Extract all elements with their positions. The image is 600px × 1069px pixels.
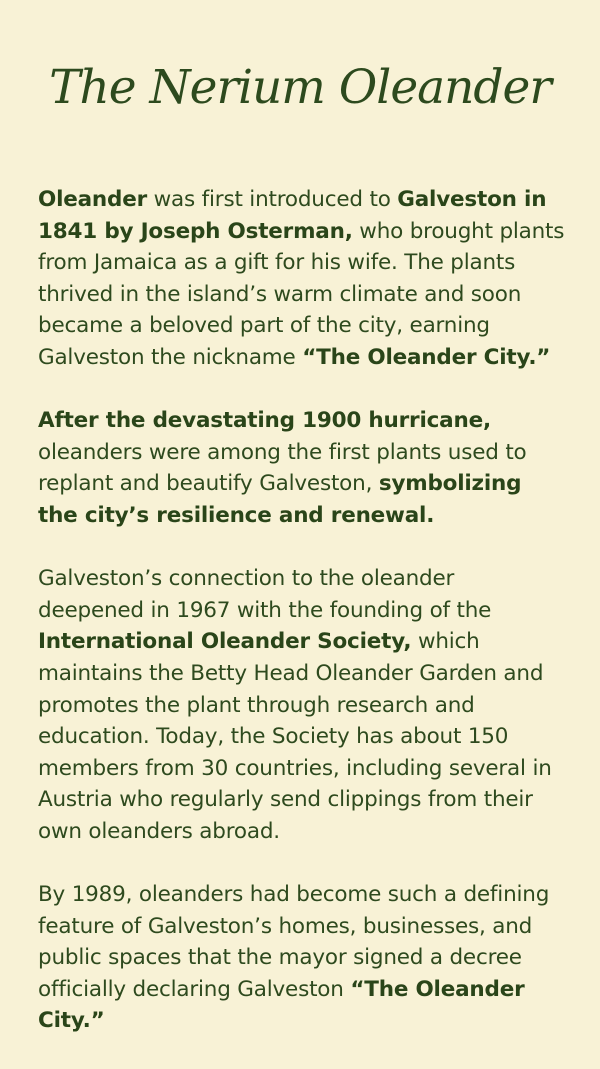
text-segment: Oleander	[38, 187, 148, 212]
text-segment: was first introduced to	[147, 187, 398, 212]
text-segment: which maintains the Betty Head Oleander Garden and promotes the plant through research and education. Today, the Society has about 150 members from 30 countries, including several in Austria who regularly send clippings from their own oleanders abroad.	[38, 629, 552, 844]
page-title: The Nerium Oleander	[49, 60, 551, 115]
text-segment: who brought plants from Jamaica as a gift for his wife. The plants thrived in the island’s warm climate and soon became a beloved part of the city, earning Galveston the nickname	[38, 218, 565, 370]
paragraph-introduction	[38, 184, 566, 374]
text-segment: International Oleander Society,	[38, 629, 412, 655]
text-segment: Galveston’s connection to the oleander deepened in 1967 with the founding of the	[38, 566, 492, 623]
paragraph-society	[38, 563, 566, 847]
text-segment: symbolizing the city’s resilience and renewal.	[38, 471, 522, 528]
text-segment: By 1989, oleanders had become such a defining feature of Galveston’s homes, businesses, and public spaces that the mayor signed a decree officially declaring Galveston	[38, 882, 550, 1002]
text-segment: “The Oleander City.”	[302, 344, 551, 370]
paragraph-decree	[38, 879, 566, 1037]
text-segment: oleanders were among the first plants used to replant and beautify Galveston,	[38, 439, 527, 497]
paragraph-hurricane	[38, 405, 566, 531]
text-segment: Galveston in 1841 by Joseph Osterman,	[38, 187, 547, 244]
article-body	[38, 184, 566, 1069]
text-segment: After the devastating 1900 hurricane,	[38, 408, 491, 434]
text-segment: “The Oleander City.”	[38, 976, 525, 1034]
